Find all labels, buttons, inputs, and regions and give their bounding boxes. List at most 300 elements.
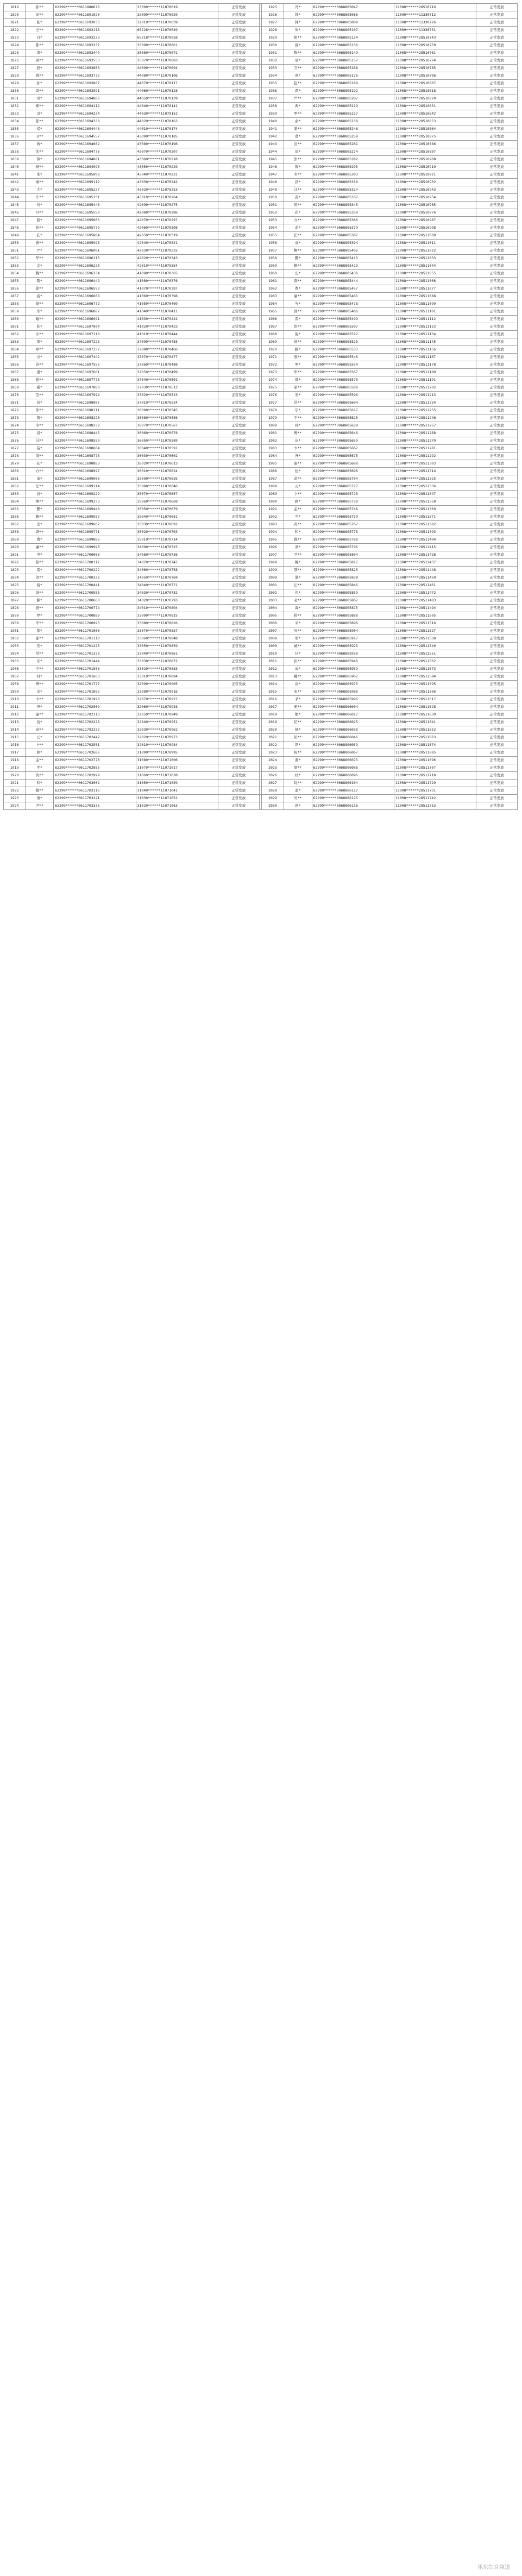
left-id-number: 36080******11070556 (136, 414, 218, 422)
left-person-name: 卫** (26, 133, 54, 141)
left-person-name: 周** (26, 87, 54, 95)
right-account-number: 62299******0068805176 (312, 72, 394, 80)
right-account-number: 62299******0068805759 (312, 513, 394, 521)
left-person-name: 韩* (26, 156, 54, 164)
left-row-number: 1902 (4, 635, 26, 643)
left-id-number: 41060******11070398 (136, 293, 218, 300)
table-row (4, 65, 518, 72)
left-row-number: 1870 (4, 392, 26, 399)
right-row-number: 1961 (262, 278, 284, 285)
right-id-number: 11008******28511112 (394, 316, 476, 323)
left-person-name: 岑* (26, 551, 54, 559)
right-account-number: 62299******0068805525 (312, 338, 394, 346)
table-row (4, 787, 518, 795)
left-account-number: 62299******0611702999 (54, 772, 136, 780)
left-account-number: 62299******0611699552 (54, 513, 136, 521)
left-account-number: 62299******0611694119 (54, 103, 136, 110)
right-person-name: 乐* (284, 407, 312, 414)
table-row (4, 202, 518, 209)
left-person-name: 卞** (26, 696, 54, 703)
right-row-number: 2014 (262, 681, 284, 688)
right-payment-status: 正常发放 (476, 369, 518, 376)
right-account-number: 62299******0068805675 (312, 453, 394, 460)
left-id-number: 32070******11070927 (136, 696, 218, 703)
left-person-name: 褚* (26, 125, 54, 133)
right-id-number: 11008******28511415 (394, 544, 476, 551)
left-person-name: 谢** (26, 300, 54, 308)
left-payment-status: 正常发放 (218, 80, 259, 87)
right-id-number: 11008******28511494 (394, 605, 476, 612)
left-id-number: 42090******11070275 (136, 202, 218, 209)
right-id-number: 11008******28511584 (394, 673, 476, 681)
right-row-number: 2028 (262, 787, 284, 795)
right-id-number: 11008******28511235 (394, 407, 476, 414)
table-row (4, 703, 518, 711)
table-row (4, 627, 518, 635)
right-account-number: 62299******0068805261 (312, 141, 394, 148)
right-payment-status: 正常发放 (476, 589, 518, 597)
left-account-number: 62299******0611696991 (54, 316, 136, 323)
left-account-number: 62299******0611698445 (54, 430, 136, 437)
left-id-number: 43030******11070242 (136, 179, 218, 186)
table-row (4, 437, 518, 445)
table-row (4, 262, 518, 270)
table-row (4, 323, 518, 331)
left-person-name: 吕* (26, 34, 54, 42)
right-account-number: 62299******0068805387 (312, 232, 394, 240)
right-payment-status: 正常发放 (476, 103, 518, 110)
table-row (4, 559, 518, 567)
table-row (4, 688, 518, 696)
right-id-number: 11008******28511549 (394, 643, 476, 650)
right-person-name: 鲁** (284, 49, 312, 57)
right-id-number: 11008******28511145 (394, 338, 476, 346)
left-id-number: 44050******11070139 (136, 95, 218, 103)
right-row-number: 1999 (262, 567, 284, 574)
right-account-number: 62299******0068805688 (312, 460, 394, 468)
right-payment-status: 正常发放 (476, 19, 518, 27)
right-person-name: 毕** (284, 369, 312, 376)
table-row (4, 407, 518, 414)
table-row (4, 179, 518, 186)
right-person-name: 湛* (284, 574, 312, 582)
left-account-number: 62299******0611702666 (54, 749, 136, 757)
right-account-number: 62299******0068805896 (312, 620, 394, 627)
right-id-number: 11008******28511505 (394, 612, 476, 620)
left-row-number: 1874 (4, 422, 26, 430)
right-account-number: 62299******0068805168 (312, 65, 394, 72)
left-id-number: 31030******11071052 (136, 795, 218, 802)
left-row-number: 1898 (4, 605, 26, 612)
left-id-number: 36040******11070591 (136, 445, 218, 453)
right-account-number: 62299******0068805659 (312, 437, 394, 445)
left-person-name: 戚* (26, 293, 54, 300)
left-payment-status: 正常发放 (218, 186, 259, 194)
right-account-number: 62299******0068805596 (312, 392, 394, 399)
table-row (4, 764, 518, 772)
right-payment-status: 正常发放 (476, 475, 518, 483)
left-person-name: 殷** (26, 605, 54, 612)
left-account-number: 62299******0611700003 (54, 551, 136, 559)
left-id-number: 32020******11070973 (136, 734, 218, 742)
right-person-name: 史* (284, 270, 312, 278)
right-row-number: 1931 (262, 49, 284, 57)
left-account-number: 62299******0611703221 (54, 795, 136, 802)
right-id-number: 11008******28511639 (394, 711, 476, 719)
right-payment-status: 正常发放 (476, 559, 518, 567)
left-id-number: 42070******11070297 (136, 217, 218, 224)
right-payment-status: 正常发放 (476, 240, 518, 247)
right-id-number: 11008******28510807 (394, 80, 476, 87)
right-id-number: 11008******28510875 (394, 133, 476, 141)
right-row-number: 2025 (262, 764, 284, 772)
left-payment-status: 正常发放 (218, 612, 259, 620)
table-row (4, 521, 518, 529)
left-row-number: 1819 (4, 4, 26, 11)
right-account-number: 62299******0068805486 (312, 308, 394, 316)
right-payment-status: 正常发放 (476, 635, 518, 643)
right-row-number: 2027 (262, 780, 284, 787)
left-row-number: 1900 (4, 620, 26, 627)
right-payment-status: 正常发放 (476, 27, 518, 34)
right-account-number: 62299******0068805227 (312, 110, 394, 118)
right-payment-status: 正常发放 (476, 376, 518, 384)
right-payment-status: 正常发放 (476, 308, 518, 316)
table-row (4, 103, 518, 110)
left-account-number: 62299******0611701996 (54, 696, 136, 703)
right-id-number: 11008******28511066 (394, 278, 476, 285)
left-row-number: 1875 (4, 430, 26, 437)
right-payment-status: 正常发放 (476, 49, 518, 57)
left-person-name: 于** (26, 665, 54, 673)
right-row-number: 1930 (262, 42, 284, 49)
right-payment-status: 正常发放 (476, 742, 518, 749)
left-id-number: 31090******11070995 (136, 749, 218, 757)
table-row (4, 802, 518, 810)
right-payment-status: 正常发放 (476, 483, 518, 491)
left-payment-status: 正常发放 (218, 574, 259, 582)
right-person-name: 成* (284, 665, 312, 673)
left-person-name: 孟** (26, 757, 54, 764)
right-payment-status: 正常发放 (476, 384, 518, 392)
left-person-name: 罗* (26, 612, 54, 620)
left-payment-status: 正常发放 (218, 316, 259, 323)
right-row-number: 1936 (262, 87, 284, 95)
left-person-name: 邬** (26, 635, 54, 643)
right-payment-status: 正常发放 (476, 354, 518, 361)
right-row-number: 1950 (262, 194, 284, 202)
right-account-number: 62299******0068805846 (312, 582, 394, 589)
right-payment-status: 正常发放 (476, 95, 518, 103)
left-person-name: 苗* (26, 445, 54, 453)
right-payment-status: 正常发放 (476, 141, 518, 148)
right-id-number: 11008******28511191 (394, 376, 476, 384)
table-row (4, 734, 518, 742)
left-payment-status: 正常发放 (218, 453, 259, 460)
left-account-number: 62299******0611700555 (54, 589, 136, 597)
right-payment-status: 正常发放 (476, 506, 518, 513)
left-id-number: 41040******11070411 (136, 308, 218, 316)
right-row-number: 1962 (262, 285, 284, 293)
left-id-number: 33020******11070883 (136, 665, 218, 673)
right-person-name: 计* (284, 650, 312, 658)
table-row (4, 4, 518, 11)
right-account-number: 62299******0068805604 (312, 399, 394, 407)
right-person-name: 袁* (284, 240, 312, 247)
right-payment-status: 正常发放 (476, 133, 518, 141)
left-person-name: 水** (26, 331, 54, 338)
right-id-number: 11008******28511077 (394, 285, 476, 293)
left-row-number: 1915 (4, 734, 26, 742)
right-id-number: 11008******28511202 (394, 384, 476, 392)
right-account-number: 62299******0068805282 (312, 156, 394, 164)
right-id-number: 11008******28510853 (394, 118, 476, 125)
left-person-name: 俞* (26, 475, 54, 483)
left-id-number: 37020******11070523 (136, 392, 218, 399)
left-id-number: 44030******11070152 (136, 110, 218, 118)
left-id-number: 44010******11070174 (136, 125, 218, 133)
right-row-number: 1965 (262, 308, 284, 316)
right-id-number: 11008******28511718 (394, 772, 476, 780)
right-person-name: 葛* (284, 133, 312, 141)
left-id-number: 37090******11070455 (136, 338, 218, 346)
right-person-name: 邬** (284, 384, 312, 392)
left-row-number: 1909 (4, 688, 26, 696)
left-payment-status: 正常发放 (218, 719, 259, 726)
table-row (4, 293, 518, 300)
right-account-number: 62299******0068805512 (312, 331, 394, 338)
right-payment-status: 正常发放 (476, 217, 518, 224)
right-account-number: 62299******0068805796 (312, 544, 394, 551)
right-person-name: 汪** (284, 582, 312, 589)
right-row-number: 1991 (262, 506, 284, 513)
left-payment-status: 正常发放 (218, 4, 259, 11)
right-account-number: 62299******0068805337 (312, 194, 394, 202)
left-id-number: 43060******11070218 (136, 156, 218, 164)
right-id-number: 11008******28511369 (394, 506, 476, 513)
table-row (4, 620, 518, 627)
left-row-number: 1923 (4, 795, 26, 802)
left-payment-status: 正常发放 (218, 605, 259, 612)
right-person-name: 祁* (284, 589, 312, 597)
right-row-number: 1947 (262, 171, 284, 179)
right-payment-status: 正常发放 (476, 164, 518, 171)
right-id-number: 11008******28510829 (394, 95, 476, 103)
left-payment-status: 正常发放 (218, 795, 259, 802)
right-person-name: 董* (284, 757, 312, 764)
left-payment-status: 正常发放 (218, 506, 259, 513)
right-person-name: 贺** (284, 323, 312, 331)
left-payment-status: 正常发放 (218, 460, 259, 468)
left-account-number: 62299******0611697442 (54, 354, 136, 361)
left-row-number: 1878 (4, 453, 26, 460)
left-person-name: 黄** (26, 772, 54, 780)
right-id-number: 11008******28511178 (394, 361, 476, 369)
right-id-number: 11008******28510919 (394, 164, 476, 171)
left-account-number: 62299******0611693668 (54, 65, 136, 72)
left-id-number: 65218******11070058 (136, 34, 218, 42)
left-payment-status: 正常发放 (218, 711, 259, 719)
left-row-number: 1820 (4, 11, 26, 19)
left-row-number: 1828 (4, 72, 26, 80)
table-row (4, 726, 518, 734)
left-payment-status: 正常发放 (218, 498, 259, 506)
right-person-name: 杜* (284, 772, 312, 780)
right-person-name: 席* (284, 802, 312, 810)
left-payment-status: 正常发放 (218, 757, 259, 764)
left-person-name: 赵* (26, 65, 54, 72)
left-account-number: 62299******0611693033 (54, 19, 136, 27)
left-account-number: 62299******0611695446 (54, 202, 136, 209)
left-row-number: 1911 (4, 703, 26, 711)
right-row-number: 1953 (262, 217, 284, 224)
left-person-name: 皮* (26, 688, 54, 696)
right-row-number: 2023 (262, 749, 284, 757)
right-row-number: 1994 (262, 529, 284, 536)
left-person-name: 奚* (26, 384, 54, 392)
right-account-number: 62299******0068805888 (312, 612, 394, 620)
left-id-number: 36020******11070613 (136, 460, 218, 468)
right-id-number: 11008******28511472 (394, 589, 476, 597)
right-payment-status: 正常发放 (476, 80, 518, 87)
right-person-name: 谈* (284, 681, 312, 688)
table-row (4, 308, 518, 316)
left-person-name: 章** (26, 346, 54, 354)
right-account-number: 62299******0068805189 (312, 80, 394, 87)
right-payment-status: 正常发放 (476, 795, 518, 802)
left-account-number: 62299******0611696772 (54, 300, 136, 308)
left-row-number: 1899 (4, 612, 26, 620)
right-account-number: 62299******0068805149 (312, 49, 394, 57)
table-row (4, 278, 518, 285)
right-id-number: 11008******28510998 (394, 224, 476, 232)
left-payment-status: 正常发放 (218, 338, 259, 346)
right-account-number: 62299******0068806088 (312, 764, 394, 772)
right-account-number: 62299******0068805959 (312, 665, 394, 673)
left-id-number: 35030******11070692 (136, 521, 218, 529)
right-payment-status: 正常发放 (476, 567, 518, 574)
table-row (4, 491, 518, 498)
right-row-number: 2020 (262, 726, 284, 734)
right-row-number: 2015 (262, 688, 284, 696)
left-account-number: 62299******0611699886 (54, 536, 136, 544)
right-id-number: 11008******28510965 (394, 202, 476, 209)
left-person-name: 萧* (26, 795, 54, 802)
right-payment-status: 正常发放 (476, 650, 518, 658)
left-id-number: 34060******11070758 (136, 567, 218, 574)
left-payment-status: 正常发放 (218, 491, 259, 498)
right-row-number: 1942 (262, 133, 284, 141)
left-payment-status: 正常发放 (218, 103, 259, 110)
left-row-number: 1895 (4, 582, 26, 589)
left-payment-status: 正常发放 (218, 262, 259, 270)
right-id-number: 11008******28511652 (394, 726, 476, 734)
left-payment-status: 正常发放 (218, 620, 259, 627)
left-account-number: 62299******0611695665 (54, 217, 136, 224)
left-row-number: 1831 (4, 95, 26, 103)
right-person-name: 余** (284, 475, 312, 483)
left-row-number: 1849 (4, 232, 26, 240)
left-row-number: 1888 (4, 529, 26, 536)
left-id-number: 37060******11070488 (136, 361, 218, 369)
right-account-number: 62299******0068805825 (312, 567, 394, 574)
right-row-number: 2003 (262, 597, 284, 605)
left-row-number: 1850 (4, 240, 26, 247)
left-id-number: 41050******11070409 (136, 300, 218, 308)
right-row-number: 1966 (262, 316, 284, 323)
left-account-number: 62299******0611702447 (54, 734, 136, 742)
right-row-number: 2010 (262, 650, 284, 658)
right-row-number: 1957 (262, 247, 284, 255)
left-account-number: 62299******0611703335 (54, 802, 136, 810)
right-account-number: 62299******0068805696 (312, 468, 394, 475)
right-payment-status: 正常发放 (476, 749, 518, 757)
left-payment-status: 正常发放 (218, 148, 259, 156)
table-row (4, 711, 518, 719)
right-account-number: 62299******0068806067 (312, 749, 394, 757)
left-row-number: 1855 (4, 278, 26, 285)
right-id-number: 11008******28511707 (394, 764, 476, 772)
left-person-name: 康** (26, 711, 54, 719)
left-person-name: 王** (26, 27, 54, 34)
left-person-name: 花* (26, 460, 54, 468)
right-row-number: 1969 (262, 338, 284, 346)
left-person-name: 魏** (26, 270, 54, 278)
left-payment-status: 正常发放 (218, 529, 259, 536)
left-payment-status: 正常发放 (218, 278, 259, 285)
right-id-number: 11008******28511461 (394, 582, 476, 589)
right-payment-status: 正常发放 (476, 42, 518, 49)
right-id-number: 11008******28510759 (394, 42, 476, 49)
right-payment-status: 正常发放 (476, 787, 518, 795)
left-payment-status: 正常发放 (218, 688, 259, 696)
right-id-number: 11008******28511371 (394, 513, 476, 521)
right-person-name: 黄** (284, 521, 312, 529)
right-payment-status: 正常发放 (476, 612, 518, 620)
right-id-number: 11008******28510761 (394, 49, 476, 57)
left-id-number: 33080******11070826 (136, 620, 218, 627)
table-row (4, 422, 518, 430)
right-id-number: 11008******28510864 (394, 125, 476, 133)
right-id-number: 11008******28511281 (394, 445, 476, 453)
right-row-number: 2001 (262, 582, 284, 589)
right-row-number: 2008 (262, 635, 284, 643)
right-row-number: 1928 (262, 27, 284, 34)
right-account-number: 62299******0068806046 (312, 734, 394, 742)
right-id-number: 11008******28511483 (394, 597, 476, 605)
right-account-number: 62299******0068805366 (312, 217, 394, 224)
left-account-number: 62299******0611694443 (54, 125, 136, 133)
left-person-name: 陶* (26, 278, 54, 285)
right-row-number: 1986 (262, 468, 284, 475)
right-payment-status: 正常发放 (476, 574, 518, 582)
left-row-number: 1872 (4, 407, 26, 414)
left-payment-status: 正常发放 (218, 407, 259, 414)
table-row (4, 468, 518, 475)
table-row (4, 643, 518, 650)
right-person-name: 严** (284, 95, 312, 103)
left-payment-status: 正常发放 (218, 551, 259, 559)
right-id-number: 11008******28511358 (394, 498, 476, 506)
left-row-number: 1856 (4, 285, 26, 293)
left-account-number: 62299******0611694776 (54, 148, 136, 156)
left-id-number: 35070******11070657 (136, 491, 218, 498)
right-payment-status: 正常发放 (476, 719, 518, 726)
right-account-number: 62299******0068805838 (312, 574, 394, 582)
left-payment-status: 正常发放 (218, 87, 259, 95)
right-person-name: 纪** (284, 719, 312, 726)
left-id-number: 42030******11070332 (136, 247, 218, 255)
